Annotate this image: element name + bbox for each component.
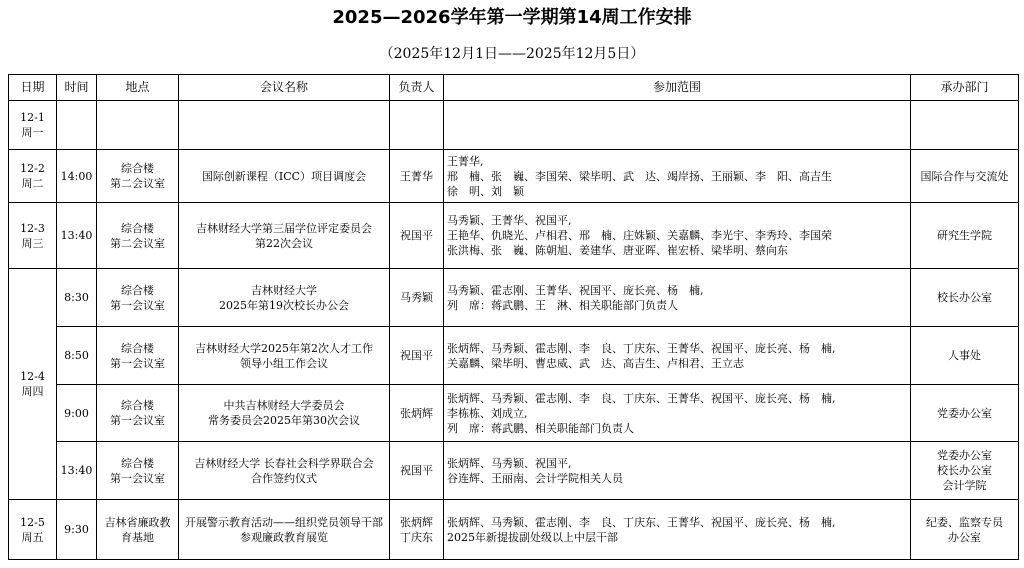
place-line: 吉林省廉政教 [104, 515, 171, 529]
attendees-line: 李栋栋、刘成立, [447, 406, 528, 420]
table-row [9, 203, 1019, 269]
leader-line: 王菁华 [400, 169, 433, 183]
header-place: 地点 [97, 75, 179, 101]
date: 12-4 [20, 370, 45, 383]
time-cell: 9:00 [57, 385, 97, 442]
meeting-line: 吉林财经大学2025年第2次人才工作 [195, 341, 373, 355]
dept-cell [911, 269, 1019, 327]
time-cell: 14:00 [57, 150, 97, 203]
attendees-line: 关嘉麟、梁毕明、曹忠威、武 达、高吉生、卢相君、王立志 [447, 356, 744, 370]
place-line: 综合楼 [121, 399, 154, 412]
place-line: 第一会议室 [110, 298, 165, 312]
weekday: 周二 [21, 177, 44, 190]
dept-line: 纪委、监察专员 [926, 515, 1003, 529]
dept-line: 校长办公室 [937, 291, 992, 304]
attendees-line: 王菁华, [447, 154, 484, 168]
attendees-line: 马秀颖、霍志刚、王菁华、祝国平、庞长亮、杨 楠, [447, 283, 704, 297]
meeting-line: 吉林财经大学 [251, 283, 317, 297]
attendees-line: 邢 楠、张 巍、李国荣、梁毕明、武 达、竭岸扬、王丽颖、李 阳、高吉生 [447, 169, 832, 183]
dept-line: 党委办公室 [937, 406, 992, 420]
weekday: 周五 [21, 530, 44, 544]
attendees-line: 徐 明、刘 颖 [447, 184, 524, 198]
table-row [9, 101, 1019, 150]
dept-cell [911, 150, 1019, 203]
table-row [9, 385, 1019, 442]
date: 12-1 [20, 111, 45, 124]
place-line: 第二会议室 [110, 177, 165, 190]
leader-cell [390, 442, 444, 500]
place-line: 第一会议室 [110, 471, 165, 485]
attendees-cell [444, 101, 911, 150]
time-cell: 13:40 [57, 203, 97, 269]
table-row [9, 269, 1019, 327]
leader-line: 张炳辉 [400, 406, 433, 420]
leader-line: 张炳辉 [400, 515, 433, 529]
date-cell [9, 203, 57, 269]
meeting-line: 开展警示教育活动——组织党员领导干部 [185, 515, 383, 529]
place-line: 综合楼 [121, 341, 154, 355]
meeting-line: 合作签约仪式 [251, 471, 317, 485]
date: 12-3 [20, 221, 45, 235]
leader-cell [390, 269, 444, 327]
place-cell [97, 269, 179, 327]
place-cell [97, 500, 179, 560]
dept-line: 校长办公室 [937, 464, 992, 477]
date: 12-2 [20, 162, 45, 175]
meeting-line: 中共吉林财经大学委员会 [223, 399, 345, 412]
meeting-line: 2025年第19次校长办公会 [219, 298, 349, 312]
attendees-line: 张炳辉、马秀颖、霍志刚、李 良、丁庆东、王菁华、祝国平、庞长亮、杨 楠, [447, 515, 836, 529]
date-range-subtitle: （2025年12月1日——2025年12月5日） [379, 46, 645, 62]
place-line: 综合楼 [121, 221, 154, 235]
table-header-row [9, 75, 1019, 101]
meeting-line: 国际创新课程（ICC）项目调度会 [201, 169, 367, 183]
table-row [9, 500, 1019, 560]
attendees-line: 马秀颖、王菁华、祝国平, [447, 214, 572, 227]
leader-cell [390, 327, 444, 385]
place-line: 综合楼 [121, 162, 154, 175]
leader-line: 马秀颖 [400, 291, 433, 304]
dept-cell [911, 101, 1019, 150]
place-line: 育基地 [121, 530, 154, 544]
place-line: 综合楼 [121, 456, 154, 470]
document-title: 2025—2026学年第一学期第14周工作安排 [332, 7, 692, 28]
leader-line: 丁庆东 [400, 530, 433, 544]
attendees-line: 列 席：蒋武鹏、相关职能部门负责人 [447, 421, 634, 435]
place-cell [97, 385, 179, 442]
meeting-cell [179, 203, 390, 269]
header-date: 日期 [9, 75, 57, 101]
attendees-cell [444, 442, 911, 500]
dept-cell [911, 385, 1019, 442]
meeting-cell [179, 150, 390, 203]
header-leader: 负责人 [390, 75, 444, 101]
place-line: 第二会议室 [110, 236, 165, 250]
dept-line: 国际合作与交流处 [920, 169, 1009, 183]
place-cell [97, 203, 179, 269]
header-attendees: 参加范围 [444, 75, 911, 101]
attendees-cell [444, 327, 911, 385]
place-line: 第一会议室 [110, 414, 165, 427]
time-cell: 9:30 [57, 500, 97, 560]
meeting-cell [179, 269, 390, 327]
attendees-cell [444, 150, 911, 203]
meeting-cell [179, 442, 390, 500]
meeting-line: 领导小组工作会议 [240, 356, 328, 370]
dept-line: 会计学院 [942, 479, 987, 492]
date-cell [9, 500, 57, 560]
date-cell [9, 269, 57, 500]
meeting-cell [179, 327, 390, 385]
time-cell: 13:40 [57, 442, 97, 500]
dept-line: 办公室 [948, 530, 981, 544]
time-cell: 8:50 [57, 327, 97, 385]
place-cell [97, 442, 179, 500]
leader-cell [390, 150, 444, 203]
time-cell [57, 101, 97, 150]
weekday: 周四 [21, 385, 44, 398]
attendees-line: 张炳辉、马秀颖、霍志刚、李 良、丁庆东、王菁华、祝国平、庞长亮、杨 楠, [447, 341, 836, 355]
schedule-table [8, 74, 1019, 560]
attendees-line: 2025年新提拔副处级以上中层干部 [447, 530, 618, 544]
leader-line: 祝国平 [400, 229, 433, 242]
dept-cell [911, 327, 1019, 385]
header-time: 时间 [57, 75, 97, 101]
meeting-cell [179, 101, 390, 150]
header-meeting: 会议名称 [179, 75, 390, 101]
weekday: 周三 [21, 236, 44, 250]
meeting-line: 常务委员会2025年第30次会议 [208, 414, 360, 427]
date-cell [9, 150, 57, 203]
place-line: 综合楼 [121, 283, 154, 297]
date: 12-5 [20, 515, 45, 529]
leader-line: 祝国平 [400, 464, 433, 477]
weekday: 周一 [21, 126, 44, 139]
attendees-cell [444, 500, 911, 560]
meeting-line: 吉林财经大学第三届学位评定委员会 [196, 221, 372, 235]
place-cell [97, 150, 179, 203]
leader-cell [390, 203, 444, 269]
attendees-cell [444, 269, 911, 327]
table-row [9, 150, 1019, 203]
leader-line: 祝国平 [400, 349, 433, 362]
attendees-line: 王艳华、仇晓光、卢相君、邢 楠、庄姝颖、关嘉麟、李光宇、李秀玲、李国荣 [447, 229, 832, 242]
date-cell [9, 101, 57, 150]
dept-cell [911, 500, 1019, 560]
attendees-cell [444, 385, 911, 442]
meeting-cell [179, 500, 390, 560]
meeting-cell [179, 385, 390, 442]
place-cell [97, 101, 179, 150]
meeting-line: 第22次会议 [255, 236, 313, 250]
place-line: 第一会议室 [110, 356, 165, 370]
attendees-line: 张炳辉、马秀颖、霍志刚、李 良、丁庆东、王菁华、祝国平、庞长亮、杨 楠, [447, 391, 836, 405]
table-row [9, 327, 1019, 385]
leader-cell [390, 101, 444, 150]
place-cell [97, 327, 179, 385]
dept-line: 研究生学院 [937, 229, 992, 242]
dept-cell [911, 442, 1019, 500]
dept-line: 党委办公室 [937, 449, 992, 462]
leader-cell [390, 500, 444, 560]
table-row [9, 442, 1019, 500]
attendees-cell [444, 203, 911, 269]
attendees-line: 张炳辉、马秀颖、祝国平, [447, 456, 572, 470]
attendees-line: 谷连辉、王丽南、会计学院相关人员 [447, 471, 623, 485]
leader-cell [390, 385, 444, 442]
meeting-line: 参观廉政教育展览 [240, 530, 328, 544]
attendees-line: 张洪梅、张 巍、陈朝旭、姜建华、唐亚晖、崔宏桥、梁毕明、蔡向东 [447, 244, 788, 257]
dept-cell [911, 203, 1019, 269]
dept-line: 人事处 [948, 349, 981, 362]
time-cell: 8:30 [57, 269, 97, 327]
attendees-line: 列 席：蒋武鹏、王 淋、相关职能部门负责人 [447, 298, 678, 312]
meeting-line: 吉林财经大学 长春社会科学界联合会 [194, 456, 374, 470]
header-dept: 承办部门 [911, 75, 1019, 101]
